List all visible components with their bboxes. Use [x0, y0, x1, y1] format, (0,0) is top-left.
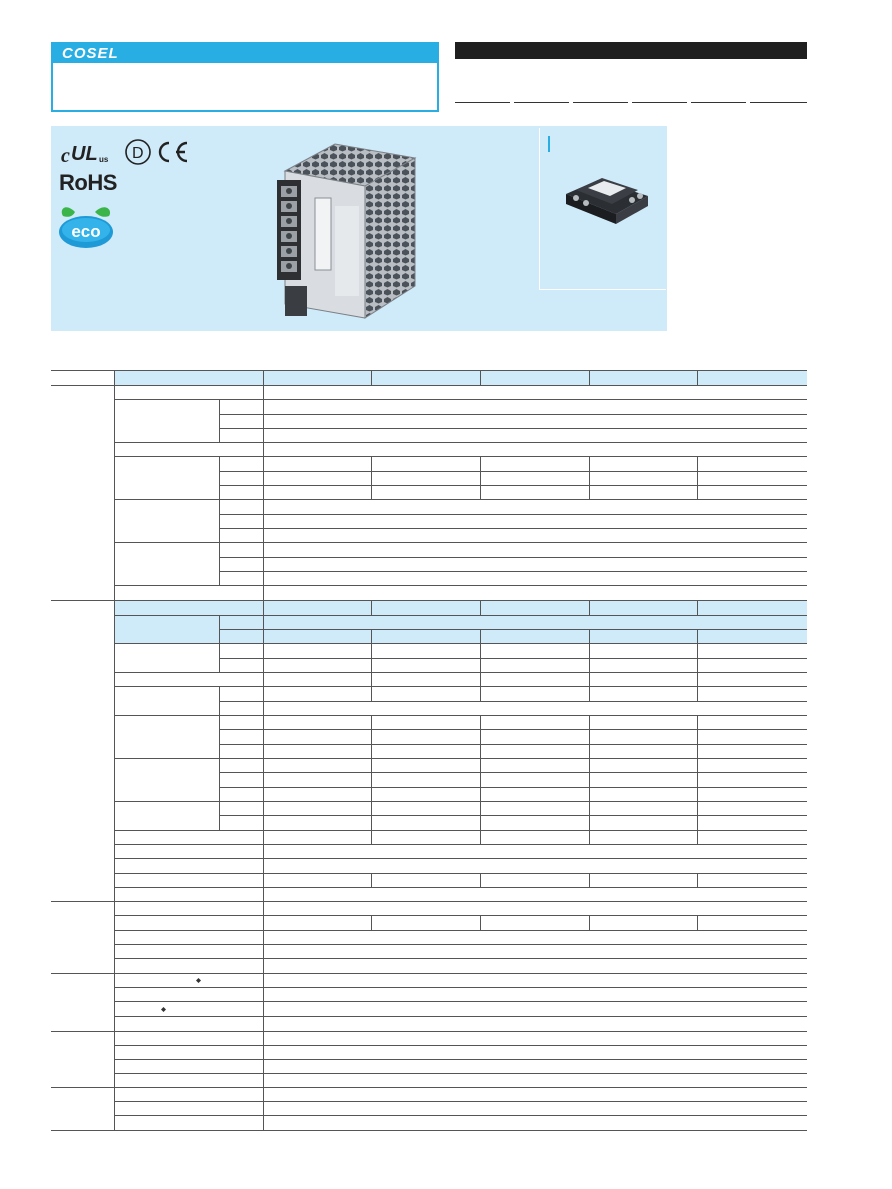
grid-row: [115, 915, 807, 916]
grid-row: [115, 442, 807, 443]
grid-row: [115, 542, 807, 543]
model-rule-6: [750, 102, 807, 103]
grid-row: [219, 787, 807, 788]
eco-leaf-icon: [57, 200, 117, 250]
grid-row: [219, 471, 807, 472]
grid-row: [115, 1001, 807, 1002]
option-panel: [539, 128, 666, 290]
grid-row: [115, 801, 807, 802]
grid-row: [115, 615, 807, 616]
grid-col-model-d6: [697, 873, 698, 887]
grid-col-model-b4: [480, 629, 481, 701]
grid-col-model-b5: [480, 715, 481, 844]
grid-section-output: [51, 600, 807, 601]
grid-col-sub-4: [219, 542, 220, 585]
title-bar: [455, 42, 807, 59]
grid-row: [115, 944, 807, 945]
grid-col-model-d5: [697, 715, 698, 844]
model-rule-1: [455, 102, 510, 103]
svg-text:us: us: [99, 155, 109, 164]
grid-row: [115, 399, 807, 400]
output-header-blue: [115, 601, 807, 615]
grid-col-model-c3: [589, 601, 590, 615]
model-rule-4: [632, 102, 687, 103]
grid-col-model-b7: [480, 915, 481, 930]
grid-row: [219, 485, 807, 486]
grid-row: [219, 701, 807, 702]
grid-row: [115, 499, 807, 500]
footnote-mark: [196, 978, 201, 983]
grid-col-model-d2: [697, 456, 698, 499]
grid-row: [115, 758, 807, 759]
grid-col-model-b6: [480, 873, 481, 887]
grid-top: [51, 370, 807, 371]
grid-col-model-b3: [480, 601, 481, 615]
grid-row: [115, 715, 807, 716]
grid-col-model-a2: [371, 456, 372, 499]
grid-row: [219, 571, 807, 572]
grid-row: [219, 428, 807, 429]
grid-col-model-c6: [589, 873, 590, 887]
grid-col-model-a7: [371, 915, 372, 930]
grid-row: [219, 772, 807, 773]
grid-row: [115, 686, 807, 687]
power-supply-image: [275, 136, 425, 326]
grid-row: [219, 414, 807, 415]
svg-text:D: D: [132, 145, 144, 162]
grid-section-safety: [51, 1087, 807, 1088]
grid-row: [115, 1059, 807, 1060]
grid-section-environment: [51, 1031, 807, 1032]
grid-row: [115, 672, 807, 673]
grid-row: [219, 629, 807, 630]
grid-col-model-b1: [480, 370, 481, 385]
grid-section-isolation: [51, 973, 807, 974]
grid-col-sub-5: [219, 615, 220, 673]
grid-row: [115, 585, 807, 586]
grid-row: [219, 528, 807, 529]
grid-col-model-c5: [589, 715, 590, 844]
svg-text:c: c: [61, 145, 70, 167]
ul-cul-mark-icon: [59, 138, 189, 168]
grid-col-model-b2: [480, 456, 481, 499]
grid-row: [115, 1101, 807, 1102]
grid-row: [219, 815, 807, 816]
grid-row: [115, 844, 807, 845]
svg-text:UL: UL: [71, 143, 98, 165]
brand-logo: COSEL: [62, 45, 119, 62]
brand-box: [51, 42, 439, 112]
grid-col-model-d7: [697, 915, 698, 930]
footnote-mark: [161, 1007, 166, 1012]
grid-row: [115, 887, 807, 888]
header-row-blue: [115, 371, 807, 385]
grid-header-bottom: [51, 385, 807, 386]
grid-row: [115, 1115, 807, 1116]
grid-row: [219, 744, 807, 745]
grid-row: [219, 514, 807, 515]
grid-row: [115, 1016, 807, 1017]
grid-col-model-c2: [589, 456, 590, 499]
grid-col-model-c7: [589, 915, 590, 930]
grid-col-model-a4: [371, 629, 372, 701]
model-rule-3: [573, 102, 628, 103]
grid-col-model-c1: [589, 370, 590, 385]
grid-row: [115, 987, 807, 988]
product-banner: [51, 126, 667, 331]
grid-col-model-c4: [589, 629, 590, 701]
grid-col-model-d1: [697, 370, 698, 385]
grid-col-model-d3: [697, 601, 698, 615]
grid-col-sub-2: [219, 456, 220, 499]
noise-filter-image: [562, 156, 652, 226]
grid-col-model-a1: [371, 370, 372, 385]
grid-row: [115, 873, 807, 874]
grid-row: [115, 1073, 807, 1074]
grid-row: [115, 930, 807, 931]
grid-row: [115, 1045, 807, 1046]
grid-row: [219, 729, 807, 730]
model-rule-2: [514, 102, 569, 103]
grid-row: [219, 658, 807, 659]
grid-bottom: [51, 1130, 807, 1131]
grid-row: [115, 830, 807, 831]
grid-col-sub-1: [219, 399, 220, 443]
grid-col-model-a5: [371, 715, 372, 844]
eco-text: eco: [71, 222, 101, 241]
grid-section-protection: [51, 901, 807, 902]
grid-row: [115, 958, 807, 959]
spec-table: [51, 370, 807, 1131]
grid-row: [219, 557, 807, 558]
brand-bar: [53, 44, 437, 63]
grid-row: [115, 643, 807, 644]
model-rule-5: [691, 102, 746, 103]
option-marker: [548, 136, 550, 152]
grid-col-sub-3: [219, 499, 220, 542]
rohs-mark: RoHS: [59, 170, 117, 195]
grid-row: [115, 858, 807, 859]
grid-col-model-d4: [697, 629, 698, 701]
grid-col-model-a3: [371, 601, 372, 615]
grid-row: [115, 456, 807, 457]
grid-col-model-a6: [371, 873, 372, 887]
